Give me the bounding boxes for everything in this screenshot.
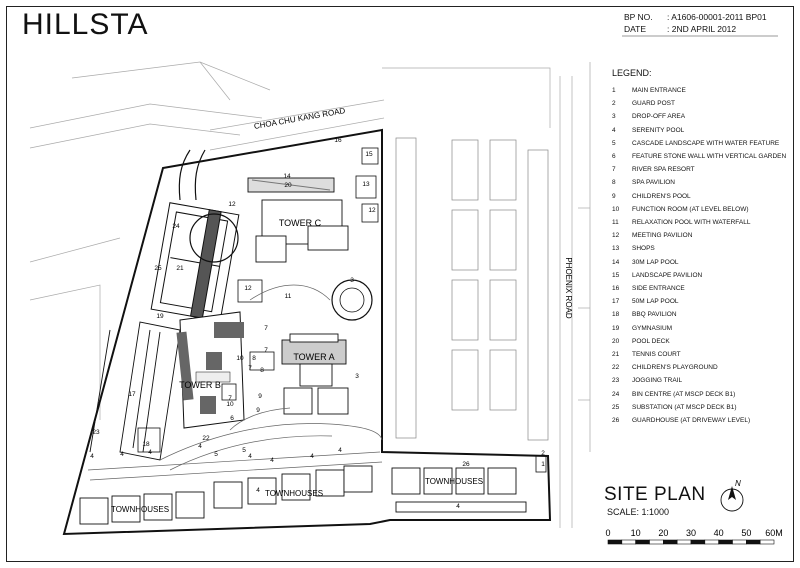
callout-number: 7 bbox=[248, 365, 252, 372]
callout-number: 9 bbox=[256, 407, 260, 414]
legend-item-number: 21 bbox=[612, 351, 620, 358]
legend-item bbox=[612, 127, 684, 134]
legend-item-number: 8 bbox=[612, 179, 616, 187]
legend-item-label: RIVER SPA RESORT bbox=[632, 166, 695, 174]
legend-item bbox=[612, 377, 682, 384]
legend-item-number: 6 bbox=[612, 153, 616, 160]
callout-number: 8 bbox=[260, 367, 264, 374]
callout-number: 4 bbox=[256, 487, 260, 494]
legend-item bbox=[612, 140, 779, 147]
legend-item-label: SPA PAVILION bbox=[632, 179, 675, 187]
callout-number: 7 bbox=[264, 325, 268, 332]
label-tower-a: TOWER A bbox=[293, 352, 335, 362]
legend-item-number: 15 bbox=[612, 271, 620, 279]
label-tower-b: TOWER B bbox=[179, 380, 221, 390]
callout-number: 10 bbox=[226, 401, 234, 408]
legend-item-number: 22 bbox=[612, 364, 620, 372]
callout-number: 12 bbox=[244, 285, 252, 292]
legend-item-label: TENNIS COURT bbox=[632, 351, 681, 358]
label-townhouses-west: TOWNHOUSES bbox=[110, 505, 170, 514]
callout-number: 25 bbox=[154, 265, 162, 272]
scale-tick-label: 60M bbox=[765, 528, 783, 538]
legend-item-label: GUARD POST bbox=[632, 100, 675, 108]
callout-number: 2 bbox=[541, 450, 545, 457]
callout-number: 4 bbox=[198, 443, 202, 450]
tennis-court bbox=[151, 203, 239, 322]
legend-item-number: 7 bbox=[612, 166, 616, 174]
scale-tick-label: 0 bbox=[605, 528, 611, 538]
scale-segment bbox=[636, 540, 650, 544]
road-label-phoenix: PHOENIX ROAD bbox=[564, 257, 573, 319]
callout-number: 4 bbox=[338, 447, 342, 454]
callout-number: 13 bbox=[362, 181, 370, 188]
legend-item-number: 19 bbox=[612, 324, 620, 332]
callout-number: 4 bbox=[456, 503, 460, 510]
legend-title: LEGEND: bbox=[612, 68, 652, 78]
callout-number: 10 bbox=[236, 355, 244, 362]
legend-item bbox=[612, 113, 685, 120]
site-plan-title: SITE PLAN bbox=[604, 484, 706, 505]
legend-item bbox=[612, 100, 675, 107]
legend-item-number: 26 bbox=[612, 417, 620, 424]
callout-number: 3 bbox=[355, 373, 359, 380]
legend-item-number: 16 bbox=[612, 285, 620, 292]
legend-item-label: BIN CENTRE (AT MSCP DECK B1) bbox=[632, 390, 736, 398]
legend-item-label: BBQ PAVILION bbox=[632, 311, 677, 319]
legend-item-number: 5 bbox=[612, 139, 616, 147]
callout-number: 4 bbox=[120, 451, 124, 458]
legend-item bbox=[612, 259, 679, 266]
brand-title: HILLSTA bbox=[22, 8, 149, 41]
callout-number: 12 bbox=[228, 201, 236, 208]
scale-segment bbox=[650, 540, 664, 544]
legend-item-label: 50M LAP POOL bbox=[632, 298, 679, 306]
legend-item bbox=[612, 285, 685, 292]
legend-item-number: 1 bbox=[612, 87, 616, 94]
callout-number: 7 bbox=[228, 395, 232, 402]
legend-item bbox=[612, 311, 677, 318]
legend-item bbox=[612, 364, 718, 371]
callout-number: 19 bbox=[156, 313, 164, 320]
legend-item bbox=[612, 417, 750, 424]
legend-item-label: CHILDREN'S PLAYGROUND bbox=[632, 364, 718, 372]
legend-item bbox=[612, 219, 750, 226]
legend-item-number: 10 bbox=[612, 205, 620, 213]
label-townhouses-mid: TOWNHOUSES bbox=[264, 489, 324, 498]
tower-a-block bbox=[282, 334, 348, 414]
drop-off-circle bbox=[332, 280, 372, 320]
callout-number: 5 bbox=[214, 451, 218, 458]
legend-item-number: 3 bbox=[612, 113, 616, 121]
callout-number: 24 bbox=[172, 223, 180, 230]
legend-item-label: 30M LAP POOL bbox=[632, 258, 679, 266]
legend-item-label: DROP-OFF AREA bbox=[632, 113, 686, 121]
scale-segment bbox=[677, 540, 691, 544]
scale-tick-label: 30 bbox=[685, 528, 697, 538]
legend-item-label: GUARDHOUSE (AT DRIVEWAY LEVEL) bbox=[632, 417, 751, 424]
legend-item-number: 17 bbox=[612, 298, 620, 306]
scale-segment bbox=[760, 540, 774, 544]
legend-item-label: CHILDREN'S POOL bbox=[632, 192, 691, 200]
scale-tick-label: 20 bbox=[658, 528, 669, 538]
legend-item-number: 11 bbox=[612, 219, 619, 226]
callout-number: 22 bbox=[202, 435, 210, 442]
legend-item bbox=[612, 391, 735, 398]
callout-number: 23 bbox=[92, 429, 100, 436]
legend-item-label: SIDE ENTRANCE bbox=[632, 285, 685, 292]
legend-item-number: 2 bbox=[612, 100, 616, 108]
bp-value: : A1606-00001-2011 BP01 bbox=[667, 12, 767, 22]
legend-item-number: 24 bbox=[612, 390, 620, 398]
legend-item bbox=[612, 325, 672, 332]
legend-item-number: 25 bbox=[612, 403, 620, 411]
scale-segment bbox=[691, 540, 705, 544]
legend-item bbox=[612, 351, 681, 358]
legend-item bbox=[612, 87, 686, 94]
legend-item bbox=[612, 206, 749, 213]
legend-item-label: MEETING PAVILION bbox=[632, 232, 693, 240]
legend-item-label: POOL DECK bbox=[632, 337, 670, 345]
callout-number: 4 bbox=[148, 449, 152, 456]
scale-segment bbox=[746, 540, 760, 544]
legend-item bbox=[612, 272, 702, 279]
legend-item bbox=[612, 338, 670, 345]
callout-number: 1 bbox=[541, 461, 545, 468]
scale-segment bbox=[705, 540, 719, 544]
callout-number: 7 bbox=[264, 347, 268, 354]
date-value: : 2ND APRIL 2012 bbox=[667, 24, 737, 34]
scale-segment bbox=[622, 540, 636, 544]
scale-segment bbox=[719, 540, 733, 544]
tower-b-block bbox=[176, 312, 244, 428]
callout-number: 12 bbox=[368, 207, 376, 214]
legend-item bbox=[612, 193, 691, 200]
legend-item-label: SERENITY POOL bbox=[632, 126, 685, 134]
legend-item-number: 12 bbox=[612, 232, 620, 240]
legend-item-number: 14 bbox=[612, 258, 620, 266]
legend-item-label: SHOPS bbox=[632, 245, 655, 253]
scale-segment bbox=[608, 540, 622, 544]
scale-bar bbox=[605, 528, 782, 544]
legend-item bbox=[612, 404, 737, 411]
legend-item bbox=[612, 298, 679, 305]
legend-item-label: CASCADE LANDSCAPE WITH WATER FEATURE bbox=[632, 139, 780, 147]
legend-item-number: 9 bbox=[612, 192, 616, 200]
callout-number: 20 bbox=[284, 182, 292, 189]
callout-number: 3 bbox=[350, 277, 354, 284]
callout-number: 16 bbox=[334, 137, 342, 144]
scale-tick-label: 50 bbox=[741, 528, 752, 538]
callout-number: 4 bbox=[310, 453, 314, 460]
north-arrow-label: N bbox=[735, 479, 741, 488]
callout-number: 18 bbox=[142, 441, 150, 448]
legend-item-label: RELAXATION POOL WITH WATERFALL bbox=[632, 219, 751, 226]
callout-number: 17 bbox=[128, 391, 136, 398]
road-label-choa-chu-kang: CHOA CHU KANG ROAD bbox=[253, 106, 346, 131]
legend-item-label: MAIN ENTRANCE bbox=[632, 87, 686, 94]
callout-number: 9 bbox=[258, 393, 262, 400]
scale-tick-label: 10 bbox=[630, 528, 641, 538]
callout-number: 14 bbox=[283, 173, 291, 180]
bp-label: BP NO. bbox=[624, 12, 653, 22]
callout-number: 26 bbox=[462, 461, 470, 468]
scale-segment bbox=[663, 540, 677, 544]
legend-item bbox=[612, 232, 692, 239]
legend-item-number: 23 bbox=[612, 377, 620, 385]
legend-item-number: 18 bbox=[612, 311, 620, 319]
adjacent-parking bbox=[396, 138, 548, 440]
callout-number: 6 bbox=[230, 415, 234, 422]
callout-number: 4 bbox=[270, 457, 274, 464]
legend-item-label: FUNCTION ROOM (AT LEVEL BELOW) bbox=[632, 205, 749, 213]
legend-item bbox=[612, 153, 786, 160]
legend-item-label: JOGGING TRAIL bbox=[632, 377, 683, 385]
legend-item-number: 20 bbox=[612, 337, 620, 345]
callout-number: 4 bbox=[248, 453, 252, 460]
scale-text: SCALE: 1:1000 bbox=[607, 507, 670, 517]
scale-tick-label: 40 bbox=[713, 528, 724, 538]
callout-number: 8 bbox=[252, 355, 256, 362]
label-townhouses-east: TOWNHOUSES bbox=[424, 477, 484, 486]
legend-item bbox=[612, 179, 675, 186]
callout-number: 4 bbox=[90, 453, 94, 460]
legend-item-number: 4 bbox=[612, 126, 616, 134]
legend-item-label: SUBSTATION (AT MSCP DECK B1) bbox=[632, 403, 737, 411]
scale-segment bbox=[733, 540, 747, 544]
legend-item bbox=[612, 245, 655, 252]
legend-item-label: GYMNASIUM bbox=[632, 324, 673, 332]
callout-number: 11 bbox=[284, 293, 292, 300]
callout-number: 21 bbox=[176, 265, 184, 272]
legend-item-number: 13 bbox=[612, 245, 620, 253]
label-tower-c: TOWER C bbox=[278, 218, 322, 228]
north-arrow bbox=[721, 479, 743, 511]
date-label: DATE bbox=[624, 24, 647, 34]
callout-number: 15 bbox=[365, 151, 373, 158]
legend-item-label: LANDSCAPE PAVILION bbox=[632, 271, 703, 279]
callout-number: 5 bbox=[242, 447, 246, 454]
legend-item-label: FEATURE STONE WALL WITH VERTICAL GARDEN bbox=[632, 153, 787, 160]
legend-item bbox=[612, 166, 695, 173]
